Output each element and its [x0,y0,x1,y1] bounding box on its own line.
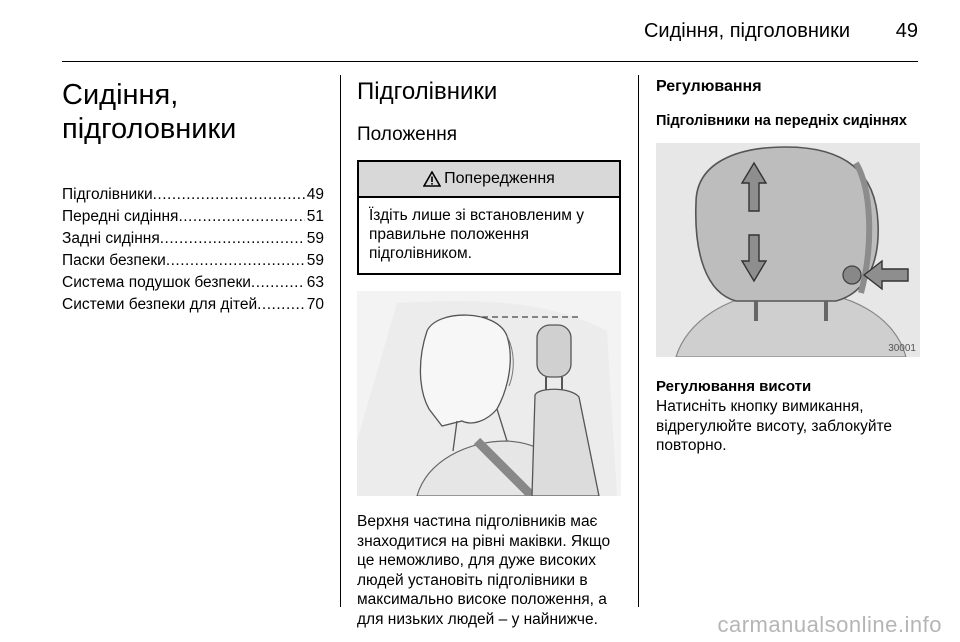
toc-leader [178,206,304,228]
toc-label: Задні сидіння [62,230,160,247]
page-number: 49 [895,20,918,42]
toc-page: 59 [306,252,324,269]
toc-page: 51 [306,208,324,225]
running-header-title: Сидіння, підголовники [643,20,850,42]
toc-label: Системи безпеки для дітей [62,296,258,313]
chapter-title-line: Сидіння, [62,79,179,111]
headrest-adjustment-illustration [656,143,920,357]
driver-headrest-drawing [357,291,621,496]
toc-label: Передні сидіння [62,208,179,225]
column-divider [638,75,639,607]
toc-item[interactable] [62,228,324,250]
column-divider [340,75,341,607]
warning-title: Попередження [444,170,555,187]
chapter-title-line: підголовники [62,113,237,145]
section-body-text: Верхня частина підголівників має знаходитися на рівні маківки. Якщо це неможливо, для дуже високих людей установіть підголівники в максимально високе положення, а для низьких людей – у найнижче. [357,513,611,628]
header-divider [62,61,918,62]
headrest-position-column [357,78,621,629]
figure-number: 30001 [888,343,916,354]
chapter-title [62,78,324,146]
toc-page: 59 [306,230,324,247]
toc-label: Система подушок безпеки [62,274,251,291]
section-subtitle: Положення [357,124,458,145]
warning-icon [423,171,441,187]
toc-page: 63 [306,274,324,291]
adjustment-subtitle: Підголівники на передніх сидіннях [656,113,907,129]
warning-header [359,162,619,198]
section-title: Підголівники [357,78,498,105]
toc-label: Підголівники [62,186,153,203]
warning-box [357,160,621,275]
toc-item[interactable] [62,184,324,206]
toc-item[interactable] [62,250,324,272]
adjustment-title: Регулювання [656,78,762,95]
chapter-column [62,78,324,316]
headrest-drawing [656,143,920,357]
toc-label: Паски безпеки [62,252,166,269]
watermark: carmanualsonline.info [717,612,942,637]
toc-leader [251,272,305,294]
table-of-contents [62,184,324,316]
adjustment-column [656,78,920,456]
toc-page: 49 [306,186,324,203]
toc-item[interactable] [62,294,324,316]
headrest-position-illustration [357,291,621,496]
toc-page: 70 [306,296,324,313]
height-adjust-text: Натисніть кнопку вимикання, відрегулюйте висоту, заблокуйте повторно. [656,398,893,454]
toc-leader [153,184,305,206]
height-adjust-title: Регулювання висоти [656,378,812,395]
toc-leader [160,228,305,250]
toc-leader [166,250,305,272]
toc-item[interactable] [62,206,324,228]
toc-item[interactable] [62,272,324,294]
warning-text: Їздіть лише зі встановленим у правильне положення підголівником. [369,207,584,262]
toc-leader [257,294,305,316]
